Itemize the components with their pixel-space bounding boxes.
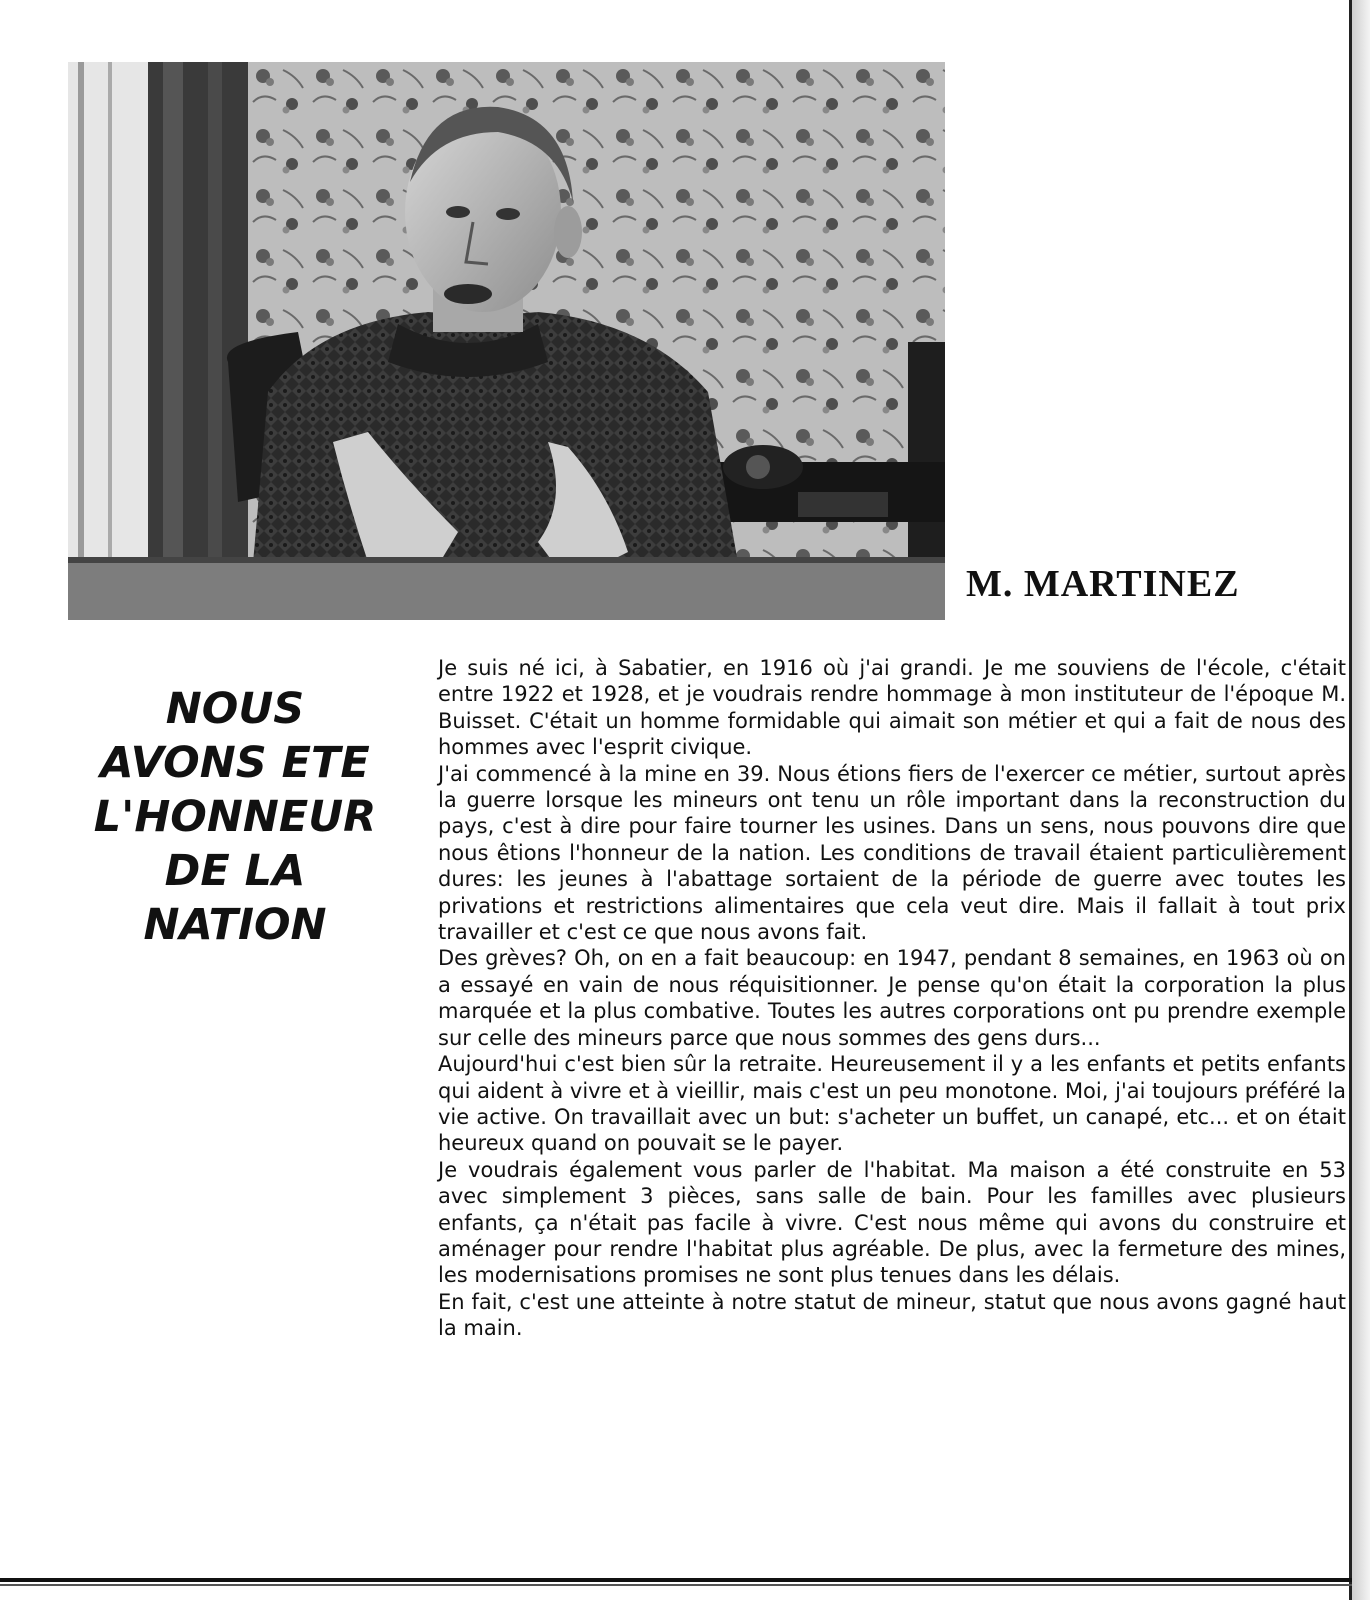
page-edge-shadow: [1352, 0, 1370, 1600]
headline-line: L'HONNEUR: [93, 792, 377, 842]
portrait-photo: [68, 62, 945, 620]
article-headline: [60, 682, 410, 952]
headline-line: AVONS ETE: [100, 738, 370, 788]
page-edge: [1349, 0, 1352, 1600]
article-paragraph: Aujourd'hui c'est bien sûr la retraite. Heureusement il y a les enfants et petits enfants qui aident à vivre et à vieillir, mais c'est un peu monotone. Moi, j'ai toujours préféré la vie active. On travaillait avec un but: s'acheter un buffet, un canapé, etc... et on était heureux quand on pouvait se le payer.: [438, 1052, 1346, 1156]
headline-line: NOUS: [165, 684, 305, 734]
article-paragraph: Des grèves? Oh, on en a fait beaucoup: en 1947, pendant 8 semaines, en 1963 où on a essayé en vain de nous réquisitionner. Je pense qu'on était la corporation la plus marquée et la plus combative. Toutes les autres corporations ont pu prendre exemple sur celle des mineurs parce que nous sommes des gens durs...: [438, 946, 1346, 1050]
headline-line: NATION: [143, 900, 327, 950]
article-paragraph: Je suis né ici, à Sabatier, en 1916 où j'ai grandi. Je me souviens de l'école, c'était entre 1922 et 1928, et je voudrais rendre hommage à mon instituteur de l'époque M. Buisset. C'était un homme formidable qui aimait son métier et qui a fait de nous des hommes avec l'esprit civique.: [438, 656, 1346, 760]
subject-name: M. MARTINEZ: [966, 563, 1240, 605]
bottom-rule: [0, 1578, 1352, 1582]
article-paragraph: J'ai commencé à la mine en 39. Nous étions fiers de l'exercer ce métier, surtout après la guerre lorsque les mineurs ont tenu un rôle important dans la reconstruction du pays, c'est à dire pour faire tourner les usines. Dans un sens, nous pouvons dire que nous êtions l'honneur de la nation. Les conditions de travail étaient particulièrement dures: les jeunes à l'abattage sortaient de la période de guerre avec toutes les privations et restrictions alimentaires que cela veut dire. Mais il fallait à tout prix travailler et c'est ce que nous avons fait.: [438, 761, 1346, 945]
portrait-illustration: [68, 62, 945, 620]
article-body: [438, 655, 1346, 1342]
article-paragraph: Je voudrais également vous parler de l'habitat. Ma maison a été construite en 53 avec simplement 3 pièces, sans salle de bain. Pour les familles avec plusieurs enfants, ça n'était pas facile à vivre. C'est nous même qui avons du construire et aménager pour rendre l'habitat plus agréable. De plus, avec la fermeture des mines, les modernisations promises ne sont plus tenues dans les délais.: [438, 1157, 1346, 1288]
headline-line: DE LA: [164, 846, 306, 896]
article-paragraph: En fait, c'est une atteinte à notre statut de mineur, statut que nous avons gagné haut la main.: [438, 1289, 1346, 1341]
bottom-rule-secondary: [0, 1584, 1352, 1586]
